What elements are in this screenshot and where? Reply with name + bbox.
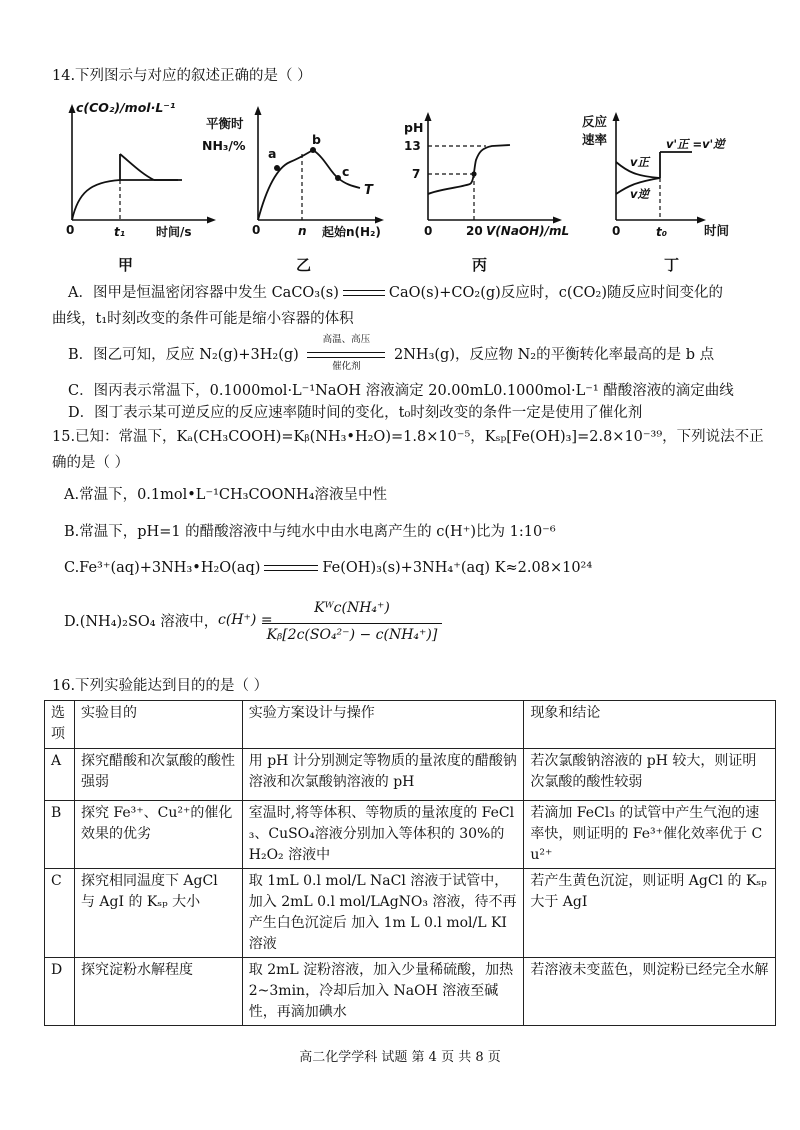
equilibrium-arrow	[343, 287, 385, 299]
ding-vn: v逆	[630, 187, 649, 201]
table-header-row	[45, 701, 776, 749]
table-cell: 若溶液未变蓝色，则淀粉已经完全水解	[524, 958, 776, 1026]
ding-ylabel-2: 速率	[582, 132, 608, 147]
bing-ylabel: pH	[404, 120, 424, 135]
header-procedure: 实验方案设计与操作	[242, 701, 524, 749]
q14-option-a-line-1: A．图甲是恒温密闭容器中发生 CaCO₃(s) CaO(s)+CO₂(g)反应时，c(CO₂)随反应时间变化的	[68, 285, 724, 301]
q15-option-d-prefix: D.(NH₄)₂SO₄ 溶液中，	[64, 614, 219, 630]
figure-yi	[200, 98, 400, 273]
page-footer: 高二化学学科 试题 第 4 页 共 8 页	[299, 1050, 501, 1065]
yi-label-c: c	[342, 164, 350, 179]
q15-option-a: A.常温下，0.1mol•L⁻¹CH₃COONH₄溶液呈中性	[64, 487, 387, 503]
table-cell: D	[45, 958, 75, 1026]
table-cell: 若产生黄色沉淀，则证明 AgCl 的 Kₛₚ 大于 AgI	[524, 869, 776, 958]
q14-option-a-line-2: 曲线，t₁时刻改变的条件可能是缩小容器的体积	[52, 311, 354, 327]
bing-x20: 20	[466, 224, 483, 238]
ding-vz: v正	[630, 155, 649, 169]
jia-y-arrow	[69, 104, 76, 113]
bing-caption: 丙	[472, 256, 488, 274]
header-option: 选项	[45, 701, 75, 749]
table-row	[45, 749, 776, 801]
fraction-bar	[262, 623, 442, 624]
yi-ylabel-2: NH₃/%	[202, 138, 246, 153]
ding-origin: 0	[612, 224, 621, 238]
header-purpose: 实验目的	[74, 701, 242, 749]
table-cell: 若滴加 FeCl₃ 的试管中产生气泡的速率快，则证明的 Fe³⁺催化效率优于 Cu²⁺	[524, 801, 776, 869]
table-row	[45, 958, 776, 1026]
yi-label-b: b	[312, 132, 321, 147]
table-row	[45, 869, 776, 958]
bing-equivalence-point	[471, 171, 476, 176]
table-cell: 用 pH 计分别测定等物质的量浓度的醋酸钠溶液和次氯酸钠溶液的 pH	[242, 749, 524, 801]
table-cell: 取 2mL 淀粉溶液，加入少量稀硫酸，加热 2~3min，冷却后加入 NaOH 溶液至碱性，再滴加碘水	[242, 958, 524, 1026]
jia-curve-fall	[120, 154, 154, 180]
jia-t1: t₁	[114, 225, 125, 239]
table-cell: 室温时,将等体积、等物质的量浓度的 FeCl₃、CuSO₄溶液分别加入等体积的 30%的 H₂O₂ 溶液中	[242, 801, 524, 869]
table-cell: 探究相同温度下 AgCl 与 AgI 的 Kₛₚ 大小	[74, 869, 242, 958]
header-conclusion: 现象和结论	[524, 701, 776, 749]
q14-option-d: D．图丁表示某可逆反应的反应速率随时间的变化，t₀时刻改变的条件一定是使用了催化剂	[68, 405, 643, 421]
experiment-table	[44, 700, 776, 1026]
yi-label-a: a	[268, 146, 277, 161]
yi-caption: 乙	[296, 256, 312, 274]
table-cell: 探究淀粉水解程度	[74, 958, 242, 1026]
ding-ylabel-1: 反应	[582, 114, 608, 129]
jia-origin: 0	[66, 223, 75, 237]
q15-option-d-numerator: Kᵂc(NH₄⁺)	[314, 600, 390, 616]
bing-y7: 7	[412, 167, 421, 181]
q15-stem-line-1: 15.已知：常温下，Kₐ(CH₃COOH)=Kᵦ(NH₃•H₂O)=1.8×10⁻⁵，Kₛₚ[Fe(OH)₃]=2.8×10⁻³⁹，下列说法不正	[52, 429, 764, 445]
yi-xlabel: 起始n(H₂)	[322, 225, 381, 239]
jia-caption: 甲	[118, 256, 134, 274]
q16-stem: 16.下列实验能达到目的的是（ ）	[52, 678, 269, 694]
table-cell: C	[45, 869, 75, 958]
jia-curve-rise	[72, 180, 120, 220]
yi-point-c	[335, 175, 341, 181]
q15-option-b: B.常温下，pH=1 的醋酸溶液中与纯水中由水电离产生的 c(H⁺)比为 1:10⁻⁶	[64, 524, 556, 540]
jia-xlabel: 时间/s	[156, 225, 192, 239]
q14-option-c: C．图丙表示常温下，0.1000mol·L⁻¹NaOH 溶液滴定 20.00mL0.1000mol·L⁻¹ 醋酸溶液的滴定曲线	[68, 383, 734, 399]
bing-xlabel: V(NaOH)/mL	[486, 224, 570, 238]
q14-option-b: B．图乙可知，反应 N₂(g)+3H₂(g) 高温、高压 催化剂 2NH₃(g)，反应物 N₂的平衡转化率最高的是 b 点	[68, 334, 715, 372]
yi-origin: 0	[252, 223, 261, 237]
table-cell: A	[45, 749, 75, 801]
yi-y-arrow	[255, 106, 262, 115]
yi-x-arrow	[375, 217, 384, 224]
figure-bing	[400, 98, 580, 273]
ding-xlabel: 时间	[704, 223, 730, 238]
table-cell: 探究 Fe³⁺、Cu²⁺的催化效果的优劣	[74, 801, 242, 869]
bing-y13: 13	[404, 139, 421, 153]
bing-x-arrow	[553, 217, 562, 224]
yi-ylabel-1: 平衡时	[206, 116, 244, 131]
table-cell: 若次氯酸钠溶液的 pH 较大，则证明次氯酸的酸性较弱	[524, 749, 776, 801]
ding-t0: t₀	[656, 225, 667, 239]
jia-ylabel: c(CO₂)/mol·L⁻¹	[76, 100, 176, 115]
bing-origin: 0	[424, 224, 433, 238]
q15-stem-line-2: 确的是（ ）	[52, 455, 130, 471]
figure-ding	[580, 98, 760, 273]
yi-point-b	[310, 147, 316, 153]
bing-curve	[428, 145, 510, 194]
table-cell: 取 1mL 0.l mol/L NaCl 溶液于试管中，加入 2mL 0.l mol/LAgNO₃ 溶液，待不再产生白色沉淀后 加入 1m L 0.l mol/L KI 溶液	[242, 869, 524, 958]
ding-y-arrow	[613, 112, 620, 121]
bing-y-arrow	[425, 112, 432, 121]
ding-veq: v'正 =v'逆	[666, 137, 725, 151]
q15-option-c: C.Fe³⁺(aq)+3NH₃•H₂O(aq) Fe(OH)₃(s)+3NH₄⁺(aq) K≈2.08×10²⁴	[64, 560, 593, 576]
yi-point-a	[274, 165, 280, 171]
q14-stem: 14.下列图示与对应的叙述正确的是（ ）	[52, 68, 312, 84]
ding-caption: 丁	[664, 256, 680, 274]
table-cell: 探究醋酸和次氯酸的酸性强弱	[74, 749, 242, 801]
table-cell: B	[45, 801, 75, 869]
q15-option-d-denominator: Kᵦ[2c(SO₄²⁻) − c(NH₄⁺)]	[266, 627, 438, 643]
yi-label-T: T	[364, 183, 373, 198]
q15-option-d-lhs: c(H⁺) =	[218, 612, 273, 628]
equilibrium-arrow	[264, 562, 318, 574]
conditions-equilibrium-arrow: 高温、高压 催化剂	[307, 345, 385, 365]
table-row	[45, 801, 776, 869]
yi-n: n	[298, 224, 307, 238]
